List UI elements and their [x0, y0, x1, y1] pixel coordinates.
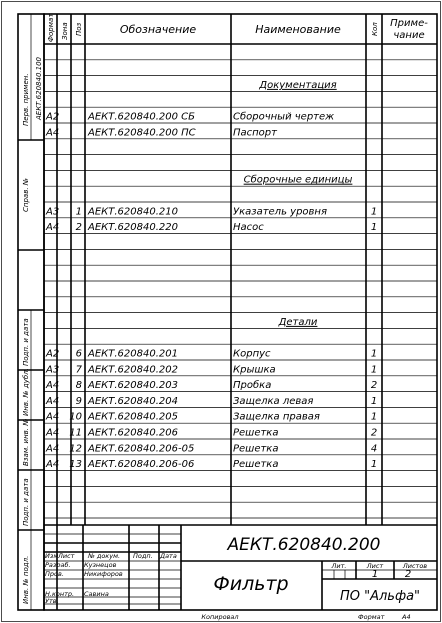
cell-format: А2 — [46, 348, 60, 360]
side-inv-podl: Инв. № подл. — [22, 555, 30, 604]
cell-pos: 1 — [75, 206, 82, 218]
cell-pos: 12 — [69, 443, 82, 455]
title-product-name: Фильтр — [213, 573, 289, 595]
cell-designation: АЕКТ.620840.206 — [88, 427, 178, 439]
role-utv: Утв. — [45, 597, 59, 605]
cell-qty: 4 — [370, 443, 378, 455]
cell-name: Насос — [233, 222, 264, 234]
table-row — [45, 127, 278, 138]
header-pos: Поз — [75, 22, 83, 36]
cell-format: А4 — [46, 127, 60, 139]
title-organization: ПО "Альфа" — [339, 589, 421, 604]
cell-name: Крышка — [233, 364, 276, 376]
side-podp-data-1: Подп. и дата — [22, 318, 30, 366]
header-note-line1: Приме- — [390, 18, 428, 29]
table-row — [45, 412, 377, 423]
cell-designation: АЕКТ.620840.204 — [88, 395, 178, 407]
table-row — [278, 317, 318, 328]
name-razrab: Кузнецов — [84, 561, 117, 569]
header-qty: Кол — [371, 22, 379, 36]
list-label: Лист — [366, 562, 384, 570]
listov-label: Листов — [402, 562, 428, 570]
lit-label: Лит. — [331, 562, 347, 570]
header-name: Наименование — [255, 23, 341, 36]
cell-pos: 8 — [75, 380, 82, 392]
role-razrab: Разраб. — [45, 561, 71, 569]
cell-pos: 2 — [75, 222, 82, 234]
cell-qty: 1 — [370, 222, 378, 234]
cell-designation: АЕКТ.620840.202 — [88, 364, 178, 376]
cell-format: А4 — [46, 395, 60, 407]
col-list: Лист — [58, 552, 75, 560]
cell-format: А4 — [46, 222, 60, 234]
cell-name: Сборочный чертеж — [233, 111, 335, 123]
sheet-trim — [2, 2, 441, 622]
cell-designation: АЕКТ.620840.206-05 — [88, 443, 195, 455]
cell-designation: АЕКТ.620840.205 — [88, 411, 178, 423]
cell-qty: 1 — [370, 364, 378, 376]
table-row — [244, 174, 353, 186]
cell-qty: 1 — [370, 348, 378, 360]
cell-qty: 1 — [370, 411, 378, 423]
cell-format: А2 — [46, 111, 60, 123]
cell-pos: 13 — [69, 459, 82, 471]
name-prov: Никифоров — [84, 570, 123, 578]
side-perv-primen: Перв. примен. — [22, 73, 30, 126]
role-nkontr: Н.контр. — [45, 590, 75, 598]
cell-name: Детали — [278, 316, 318, 328]
table-row — [45, 206, 377, 217]
table-row — [45, 111, 334, 123]
table-row — [45, 364, 377, 375]
cell-pos: 7 — [75, 364, 82, 376]
cell-name: Пробка — [233, 380, 272, 392]
table-row — [258, 80, 336, 91]
list-value: 1 — [371, 569, 379, 580]
cell-name: Документация — [259, 79, 337, 91]
cell-pos: 10 — [69, 411, 82, 423]
table-row — [45, 396, 377, 407]
table-row — [45, 379, 377, 391]
cell-format: А4 — [46, 380, 60, 392]
cell-designation: АЕКТ.620840.206-06 — [88, 459, 195, 471]
cell-format: А3 — [46, 206, 60, 218]
cell-name: Решетка — [233, 459, 279, 471]
side-sprav: Справ. № — [22, 177, 30, 212]
cell-designation: АЕКТ.620840.200 ПС — [88, 127, 196, 139]
name-nkontr: Савина — [84, 590, 109, 598]
main-frame — [44, 14, 437, 610]
col-izm: Изм — [45, 552, 59, 560]
header-format: Формат — [47, 13, 55, 42]
table-row — [45, 349, 377, 360]
side-podp-data-2: Подп. и дата — [22, 478, 30, 526]
cell-name: Защелка левая — [233, 395, 314, 407]
cell-designation: АЕКТ.620840.201 — [88, 348, 178, 360]
cell-name: Решетка — [233, 427, 279, 439]
spec-rows — [45, 80, 377, 470]
cell-format: А4 — [46, 427, 60, 439]
side-vzam-inv: Взам. инв. № — [22, 418, 30, 466]
cell-qty: 1 — [370, 459, 378, 471]
side-perv-code: АЕКТ.620840.100 — [35, 57, 43, 120]
header-zone: Зона — [61, 22, 69, 40]
cell-pos: 9 — [75, 395, 82, 407]
table-row — [45, 428, 377, 439]
header-note-line2: чание — [393, 30, 425, 41]
cell-name: Паспорт — [233, 127, 277, 139]
col-data: Дата — [160, 552, 177, 560]
table-row — [45, 222, 377, 233]
cell-format: А4 — [46, 443, 60, 455]
title-designation: АЕКТ.620840.200 — [227, 535, 381, 555]
cell-qty: 2 — [370, 380, 378, 392]
table-row — [45, 459, 377, 470]
cell-qty: 1 — [370, 395, 378, 407]
footer-format-label: Формат — [358, 613, 385, 621]
cell-name: Защелка правая — [233, 411, 320, 423]
cell-qty: 2 — [370, 427, 378, 439]
cell-designation: АЕКТ.620840.200 СБ — [88, 111, 196, 123]
footer-copied: Копировал — [201, 613, 239, 621]
listov-value: 2 — [404, 569, 412, 580]
cell-designation: АЕКТ.620840.203 — [88, 380, 178, 392]
cell-format: А4 — [46, 411, 60, 423]
cell-format: А4 — [46, 459, 60, 471]
cell-pos: 6 — [75, 348, 82, 360]
cell-designation: АЕКТ.620840.210 — [88, 206, 178, 218]
cell-name: Решетка — [233, 443, 279, 455]
header-designation: Обозначение — [119, 23, 197, 36]
side-inv-dubl: Инв. № дубл. — [22, 368, 30, 416]
cell-designation: АЕКТ.620840.220 — [88, 222, 178, 234]
cell-name: Сборочные единицы — [243, 174, 353, 186]
cell-name: Корпус — [233, 348, 271, 360]
footer-format-value: А4 — [402, 613, 411, 621]
col-ndokum: № докум. — [88, 552, 121, 560]
cell-format: А3 — [46, 364, 60, 376]
cell-pos: 11 — [69, 427, 82, 439]
cell-name: Указатель уровня — [233, 206, 327, 218]
col-podp: Подп. — [133, 552, 153, 560]
cell-qty: 1 — [370, 206, 378, 218]
table-row — [45, 443, 377, 454]
role-prov: Пров. — [45, 570, 64, 578]
